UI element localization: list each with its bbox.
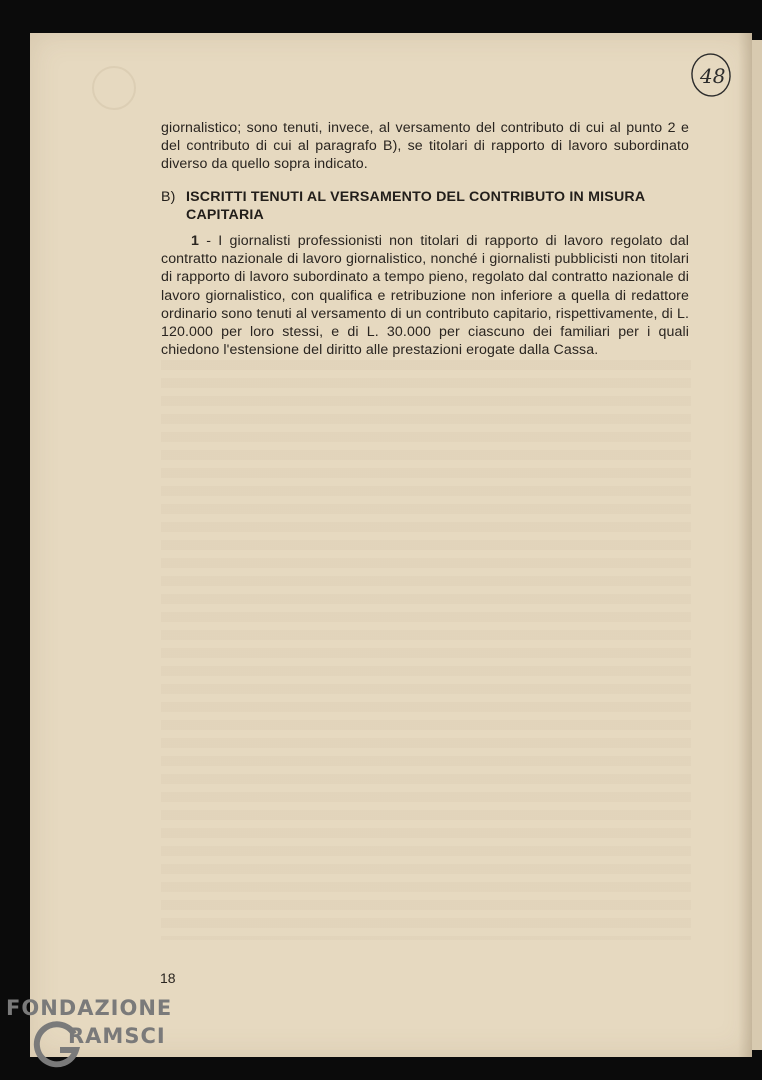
circled-number-icon: [690, 52, 732, 98]
section-heading-b: [161, 188, 689, 224]
page-edge-shadow: [738, 33, 752, 1057]
section-heading-line2: CAPITARIA: [186, 207, 264, 223]
item-text: - I giornalisti professionisti non titolari di rapporto di lavoro regolato dal contratto nazionale di lavoro giornalistico, nonché i giornalisti pubblicisti non titolari di rapporto di lavoro subordinato a tempo pieno, regolato dal contratto nazionale di lavoro giornalistico, con qualifica e retribuzione non inferiore a quella di redattore ordinario sono tenuti al versamento di un contributo capitario, rispettivamente, di L. 120.000 per loro stessi, e di L. 30.000 per ciascuno dei familiari per i quali chiedono l'estensione del diritto alle prestazioni erogate dalla Cassa.: [161, 233, 689, 359]
fondazione-gramsci-watermark: [2, 996, 202, 1076]
page-curl: [752, 40, 762, 1050]
paragraph-continuation: giornalistico; sono tenuti, invece, al versamento del contributo di cui al punto 2 e del contributo di cui al paragrafo B), se titolari di rapporto di lavoro subordinato diverso da quello sopra indicato.: [161, 120, 689, 173]
section-marker: B): [161, 189, 176, 205]
paragraph-item-1: [161, 232, 689, 359]
item-number: 1: [191, 233, 199, 249]
watermark-line1: FONDAZIONE: [6, 996, 173, 1020]
page-number: 18: [160, 970, 176, 986]
handwritten-page-number: [690, 52, 732, 98]
watermark-line2: RAMSCI: [68, 1024, 166, 1048]
show-through-stamp: [92, 66, 136, 110]
show-through-text: [161, 360, 691, 940]
section-heading-line1: ISCRITTI TENUTI AL VERSAMENTO DEL CONTRIBUTO IN MISURA: [186, 189, 646, 205]
svg-text:48: 48: [700, 64, 726, 88]
